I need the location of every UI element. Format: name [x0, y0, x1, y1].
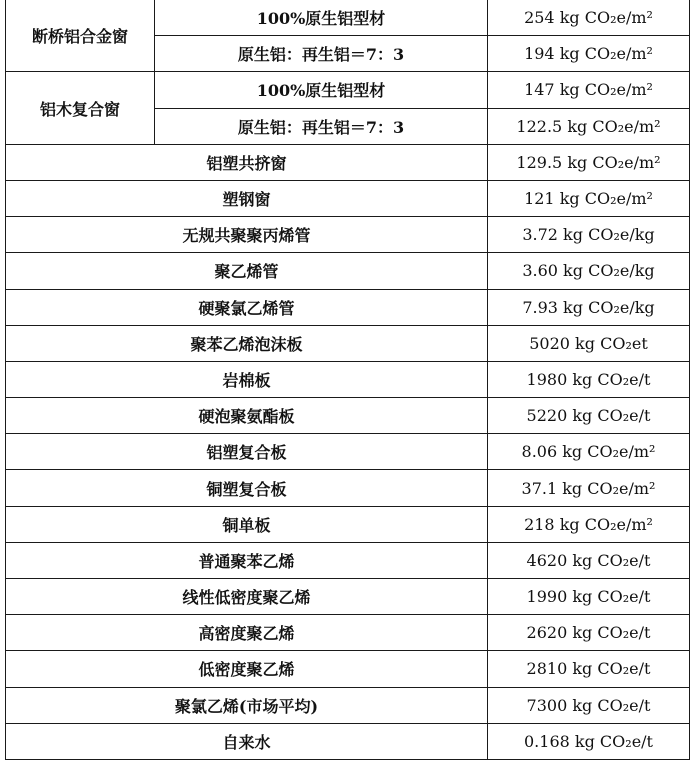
- material-cell: 铝塑复合板: [6, 434, 488, 470]
- material-cell: 自来水: [6, 723, 488, 759]
- material-cell: 原生铝：再生铝＝7：3: [155, 108, 488, 144]
- table-row: [6, 615, 690, 651]
- factor-value-cell: 2620 kg CO₂e/t: [488, 615, 690, 651]
- factor-value-cell: 147 kg CO₂e/m²: [488, 72, 690, 108]
- table-row: [6, 723, 690, 759]
- factor-value-cell: 1990 kg CO₂e/t: [488, 579, 690, 615]
- factor-value-cell: 5020 kg CO₂et: [488, 325, 690, 361]
- factor-value-cell: 254 kg CO₂e/m²: [488, 0, 690, 36]
- carbon-factor-table: [5, 0, 690, 760]
- factor-value-cell: 7300 kg CO₂e/t: [488, 687, 690, 723]
- table-row: [6, 325, 690, 361]
- factor-value-cell: 121 kg CO₂e/m²: [488, 180, 690, 216]
- table-row: [6, 687, 690, 723]
- material-cell: 岩棉板: [6, 361, 488, 397]
- material-cell: 聚乙烯管: [6, 253, 488, 289]
- factor-value-cell: 8.06 kg CO₂e/m²: [488, 434, 690, 470]
- factor-value-cell: 129.5 kg CO₂e/m²: [488, 144, 690, 180]
- material-cell: 铜塑复合板: [6, 470, 488, 506]
- factor-value-cell: 3.60 kg CO₂e/kg: [488, 253, 690, 289]
- table-row: [6, 506, 690, 542]
- table-row: [6, 0, 690, 36]
- factor-value-cell: 2810 kg CO₂e/t: [488, 651, 690, 687]
- material-cell: 硬泡聚氨酯板: [6, 398, 488, 434]
- table-row: [6, 579, 690, 615]
- factor-value-cell: 1980 kg CO₂e/t: [488, 361, 690, 397]
- material-cell: 无规共聚聚丙烯管: [6, 217, 488, 253]
- material-cell: 100%原生铝型材: [155, 0, 488, 36]
- table-row: [6, 651, 690, 687]
- table-row: [6, 289, 690, 325]
- table-row: [6, 253, 690, 289]
- material-cell: 铝塑共挤窗: [6, 144, 488, 180]
- factor-value-cell: 218 kg CO₂e/m²: [488, 506, 690, 542]
- table-row: [6, 470, 690, 506]
- group-name-cell: 铝木复合窗: [6, 72, 155, 144]
- material-cell: 聚苯乙烯泡沫板: [6, 325, 488, 361]
- factor-value-cell: 194 kg CO₂e/m²: [488, 36, 690, 72]
- material-cell: 铜单板: [6, 506, 488, 542]
- material-cell: 高密度聚乙烯: [6, 615, 488, 651]
- factor-value-cell: 37.1 kg CO₂e/m²: [488, 470, 690, 506]
- table-row: [6, 361, 690, 397]
- table-row: [6, 434, 690, 470]
- table-row: [6, 217, 690, 253]
- factor-value-cell: 7.93 kg CO₂e/kg: [488, 289, 690, 325]
- table-row: [6, 180, 690, 216]
- material-cell: 线性低密度聚乙烯: [6, 579, 488, 615]
- material-cell: 塑钢窗: [6, 180, 488, 216]
- group-name-cell: 断桥铝合金窗: [6, 0, 155, 72]
- material-cell: 硬聚氯乙烯管: [6, 289, 488, 325]
- factor-value-cell: 4620 kg CO₂e/t: [488, 542, 690, 578]
- table-row: [6, 542, 690, 578]
- table-row: [6, 398, 690, 434]
- material-cell: 低密度聚乙烯: [6, 651, 488, 687]
- table-row: [6, 72, 690, 108]
- material-cell: 原生铝：再生铝＝7：3: [155, 36, 488, 72]
- factor-value-cell: 5220 kg CO₂e/t: [488, 398, 690, 434]
- material-cell: 聚氯乙烯(市场平均): [6, 687, 488, 723]
- table-row: [6, 144, 690, 180]
- factor-value-cell: 122.5 kg CO₂e/m²: [488, 108, 690, 144]
- material-cell: 普通聚苯乙烯: [6, 542, 488, 578]
- factor-value-cell: 3.72 kg CO₂e/kg: [488, 217, 690, 253]
- material-cell: 100%原生铝型材: [155, 72, 488, 108]
- factor-value-cell: 0.168 kg CO₂e/t: [488, 723, 690, 759]
